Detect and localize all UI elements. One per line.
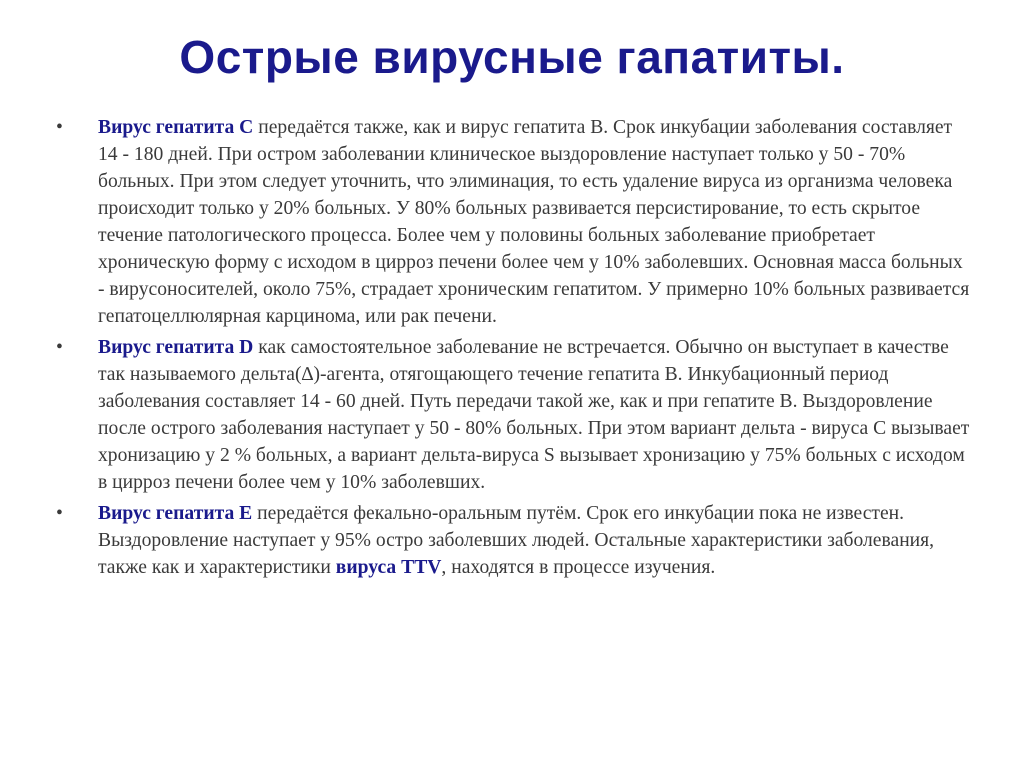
bullet-lead: Вирус гепатита D: [98, 337, 254, 358]
bullet-lead: Вирус гепатита Е: [98, 503, 253, 524]
bullet-icon: •: [56, 503, 63, 524]
bullet-icon: •: [56, 117, 63, 138]
bullet-item-hepatitis-d: [56, 334, 971, 496]
bullet-tail: , находятся в процессе изучения.: [441, 557, 716, 578]
bullet-list: [56, 114, 971, 585]
bullet-keyword: вируса TTV: [335, 557, 442, 578]
bullet-item-hepatitis-e: [56, 500, 971, 581]
bullet-text: передаётся фекально-оральным путём. Срок его инкубации пока не известен. Выздоровление наступает у 95% остро заболевших людей. Остальные характеристики заболевания, также как и характеристики: [98, 503, 935, 578]
slide-title: Острые вирусные гапатиты.: [179, 31, 845, 83]
bullet-text: передаётся также, как и вирус гепатита В. Срок инкубации заболевания составляет 14 - 180 дней. При остром заболевании клиническое выздоровление наступает только у 50 - 70% больных. При этом следует уточнить, что элиминация, то есть удаление вируса из организма человека происходит только у 20% больных. У 80% больных развивается персистирование, то есть скрытое течение патологического процесса. Более чем у половины больных заболевание приобретает хроническую форму с исходом в цирроз печени более чем у 10% заболевших. Основная масса больных - вирусоносителей, около 75%, страдает хроническим гепатитом. У примерно 10% больных развивается гепатоцеллюлярная карцинома, или рак печени.: [98, 117, 970, 327]
bullet-icon: •: [56, 337, 63, 358]
bullet-lead: Вирус гепатита С: [98, 117, 254, 138]
bullet-item-hepatitis-c: [56, 114, 971, 330]
bullet-text: как самостоятельное заболевание не встречается. Обычно он выступает в качестве так называемого дельта(∆)-агента, отягощающего течение гепатита В. Инкубационный период заболевания составляет 14 - 60 дней. Путь передачи такой же, как и при гепатите В. Выздоровление после острого заболевания наступает у 50 - 80% больных. При этом вариант дельта - вируса С вызывает хронизацию у 2 % больных, а вариант дельта-вируса S вызывает хронизацию у 75% больных с исходом в цирроз печени более чем у 10% заболевших.: [98, 337, 970, 493]
